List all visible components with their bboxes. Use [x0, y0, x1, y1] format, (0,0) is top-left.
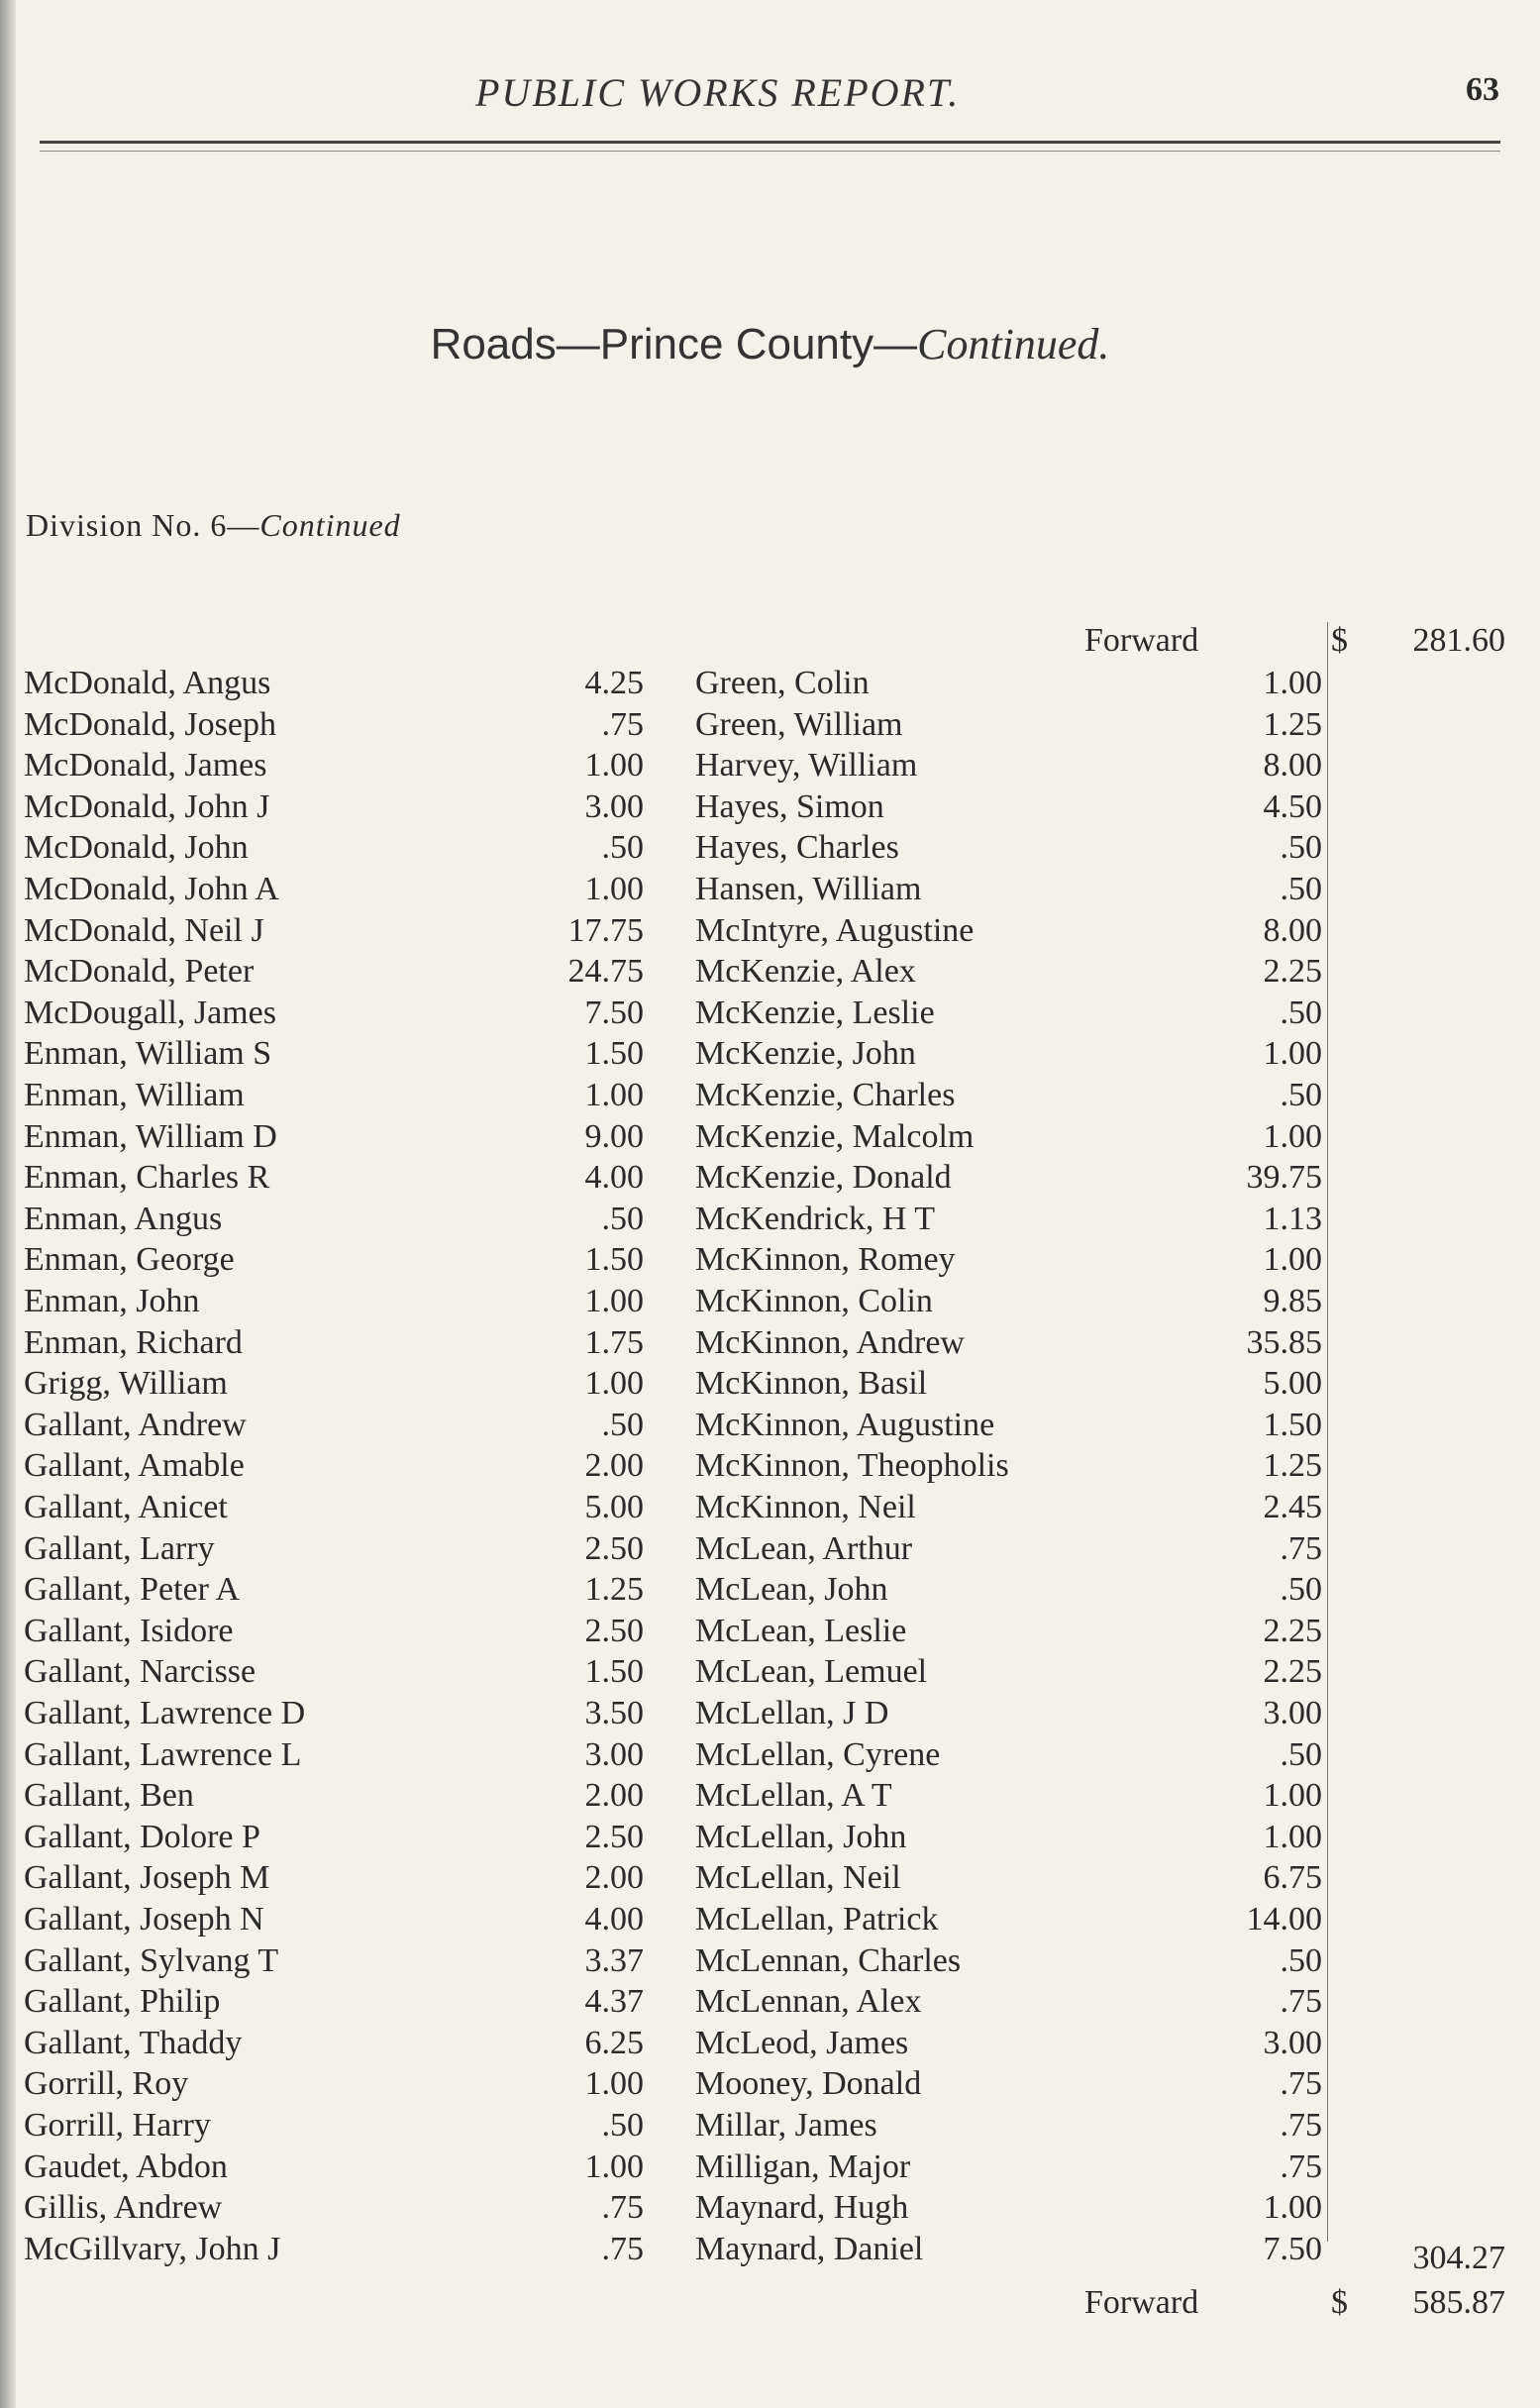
entry-name: Gallant, Amable — [24, 1447, 245, 1484]
entry-name: Enman, Richard — [24, 1324, 243, 1361]
entry-amount: 2.00 — [584, 1859, 644, 1896]
entry-amount: .50 — [601, 1201, 644, 1237]
entry-amount: .50 — [1280, 1571, 1322, 1608]
entry-name: Gorrill, Roy — [24, 2065, 189, 2102]
entry-name: McDonald, James — [24, 747, 267, 784]
entry-amount: .75 — [1280, 1983, 1322, 2020]
entry-name: Grigg, William — [24, 1365, 228, 1402]
entry-amount: 2.50 — [584, 1613, 644, 1649]
entry-name: Gallant, Lawrence L — [24, 1736, 302, 1773]
entry-name: McLellan, John — [695, 1819, 907, 1855]
entry-amount: 2.00 — [584, 1777, 644, 1814]
entry-amount: 1.00 — [584, 2065, 644, 2102]
entry-amount: .75 — [601, 706, 644, 743]
entry-amount: 9.00 — [584, 1118, 644, 1155]
entry-name: McDougall, James — [24, 995, 276, 1031]
entry-name: McDonald, Joseph — [24, 706, 276, 743]
entry-amount: 8.00 — [1263, 747, 1322, 784]
division-continued: Continued — [259, 507, 401, 543]
entry-name: Green, William — [695, 706, 903, 743]
section-title-main: Roads—Prince County— — [430, 320, 918, 368]
entry-name: Mooney, Donald — [695, 2065, 922, 2102]
entry-amount: 1.00 — [1263, 1777, 1322, 1814]
entry-amount: .75 — [601, 2231, 644, 2267]
entry-name: McLellan, J D — [695, 1695, 889, 1731]
entry-name: Gallant, Andrew — [24, 1407, 247, 1443]
entry-name: Enman, Charles R — [24, 1159, 270, 1196]
section-title — [0, 319, 1540, 369]
entry-name: Enman, William D — [24, 1118, 277, 1155]
forward-bottom-label: Forward — [1084, 2284, 1199, 2321]
entry-name: Gorrill, Harry — [24, 2107, 211, 2144]
entry-amount: 1.00 — [584, 2148, 644, 2185]
entry-name: Gallant, Peter A — [24, 1571, 241, 1608]
entry-amount: 1.00 — [584, 1283, 644, 1319]
entry-amount: 1.50 — [584, 1241, 644, 1278]
entry-name: Gallant, Dolore P — [24, 1819, 260, 1855]
entry-amount: 2.50 — [584, 1530, 644, 1567]
entry-name: Gallant, Sylvang T — [24, 1942, 279, 1979]
entry-name: Gallant, Anicet — [24, 1489, 228, 1525]
entry-amount: 1.00 — [1263, 1035, 1322, 1072]
entry-name: McKinnon, Neil — [695, 1489, 916, 1525]
entry-name: Maynard, Hugh — [695, 2189, 909, 2226]
entry-name: Enman, Angus — [24, 1201, 223, 1237]
entry-name: McLean, John — [695, 1571, 888, 1608]
entry-name: McLean, Lemuel — [695, 1653, 928, 1690]
entry-amount: 14.00 — [1246, 1901, 1322, 1937]
entry-name: McLeod, James — [695, 2025, 909, 2061]
entry-amount: 1.13 — [1263, 1201, 1322, 1237]
division-heading — [26, 507, 401, 544]
page-number: 63 — [1466, 71, 1499, 108]
entry-amount: 4.00 — [584, 1159, 644, 1196]
entry-name: Hayes, Charles — [695, 829, 899, 866]
entry-amount: .50 — [1280, 829, 1322, 866]
entry-name: Gallant, Joseph M — [24, 1859, 270, 1896]
entry-amount: .75 — [1280, 2107, 1322, 2144]
entry-name: McKendrick, H T — [695, 1201, 936, 1237]
entry-amount: 1.00 — [1263, 1241, 1322, 1278]
subtotal-amount: 304.27 — [1412, 2240, 1505, 2276]
entry-amount: 6.25 — [584, 2025, 644, 2061]
entry-amount: 2.25 — [1263, 1613, 1322, 1649]
entry-name: Gallant, Isidore — [24, 1613, 234, 1649]
entry-amount: 4.37 — [584, 1983, 644, 2020]
entry-name: Hansen, William — [695, 871, 922, 907]
entry-amount: 3.00 — [1263, 1695, 1322, 1731]
entry-amount: 1.00 — [1263, 2189, 1322, 2226]
entry-amount: 4.00 — [584, 1901, 644, 1937]
entry-name: Enman, John — [24, 1283, 200, 1319]
entry-name: McKenzie, Leslie — [695, 995, 935, 1031]
entry-amount: .75 — [601, 2189, 644, 2226]
entry-name: McKenzie, John — [695, 1035, 916, 1072]
entry-amount: .50 — [1280, 1942, 1322, 1979]
entry-amount: .50 — [1280, 1736, 1322, 1773]
entry-amount: 1.50 — [1263, 1407, 1322, 1443]
entry-name: Gallant, Thaddy — [24, 2025, 243, 2061]
entry-name: Green, Colin — [695, 665, 870, 701]
entry-amount: 5.00 — [1263, 1365, 1322, 1402]
entry-amount: 3.37 — [584, 1942, 644, 1979]
entry-amount: .75 — [1280, 1530, 1322, 1567]
entry-amount: 2.25 — [1263, 1653, 1322, 1690]
entry-name: Gallant, Joseph N — [24, 1901, 264, 1937]
entry-name: McKenzie, Donald — [695, 1159, 952, 1196]
entry-amount: 2.00 — [584, 1447, 644, 1484]
entry-name: McKenzie, Malcolm — [695, 1118, 975, 1155]
entry-name: McKinnon, Colin — [695, 1283, 933, 1319]
entry-name: Millar, James — [695, 2107, 877, 2144]
entry-amount: 7.50 — [584, 995, 644, 1031]
entry-name: Enman, William S — [24, 1035, 272, 1072]
entry-amount: 5.00 — [584, 1489, 644, 1525]
entry-amount: 1.00 — [584, 1077, 644, 1113]
entry-name: McLellan, Patrick — [695, 1901, 939, 1937]
forward-top-currency: $ — [1331, 622, 1348, 659]
entry-name: Enman, George — [24, 1241, 235, 1278]
entry-name: Milligan, Major — [695, 2148, 911, 2185]
section-title-continued: Continued. — [917, 320, 1110, 368]
header-rule-thin — [40, 151, 1500, 152]
entry-name: McGillvary, John J — [24, 2231, 281, 2267]
entry-name: Maynard, Daniel — [695, 2231, 924, 2267]
entry-name: Hayes, Simon — [695, 788, 884, 825]
entry-name: McKinnon, Augustine — [695, 1407, 995, 1443]
division-label: Division No. 6— — [26, 507, 260, 543]
entry-amount: 1.00 — [1263, 1819, 1322, 1855]
entry-amount: 3.00 — [584, 1736, 644, 1773]
entry-name: McIntyre, Augustine — [695, 912, 975, 949]
entry-amount: 3.00 — [584, 788, 644, 825]
entry-amount: .75 — [1280, 2148, 1322, 2185]
entry-amount: .50 — [1280, 995, 1322, 1031]
entry-name: McLennan, Charles — [695, 1942, 962, 1979]
entry-name: Gaudet, Abdon — [24, 2148, 228, 2185]
entry-amount: 1.00 — [584, 1365, 644, 1402]
entry-amount: 2.25 — [1263, 953, 1322, 990]
entry-amount: 35.85 — [1246, 1324, 1322, 1361]
entry-name: Gallant, Narcisse — [24, 1653, 257, 1690]
entry-amount: 7.50 — [1263, 2231, 1322, 2267]
entry-amount: 1.00 — [584, 747, 644, 784]
entry-amount: .75 — [1280, 2065, 1322, 2102]
running-header: PUBLIC WORKS REPORT. — [475, 70, 961, 115]
entry-name: McLean, Leslie — [695, 1613, 907, 1649]
entry-amount: 1.75 — [584, 1324, 644, 1361]
forward-top-amount: 281.60 — [1412, 622, 1505, 659]
entry-name: Gallant, Larry — [24, 1530, 215, 1567]
entry-name: McKinnon, Andrew — [695, 1324, 965, 1361]
entry-name: McKenzie, Alex — [695, 953, 916, 990]
entry-amount: 1.50 — [584, 1035, 644, 1072]
forward-bottom-amount: 585.87 — [1412, 2284, 1505, 2321]
entry-name: McKinnon, Romey — [695, 1241, 956, 1278]
entry-amount: .50 — [601, 1407, 644, 1443]
entry-name: McKinnon, Theopholis — [695, 1447, 1009, 1484]
entry-amount: 3.50 — [584, 1695, 644, 1731]
entry-amount: 1.00 — [1263, 1118, 1322, 1155]
entry-name: McDonald, Angus — [24, 665, 271, 701]
entry-amount: 8.00 — [1263, 912, 1322, 949]
entry-amount: .50 — [601, 829, 644, 866]
entry-amount: 17.75 — [567, 912, 644, 949]
entry-amount: 1.25 — [1263, 1447, 1322, 1484]
entry-name: Gallant, Lawrence D — [24, 1695, 306, 1731]
entry-name: McDonald, Peter — [24, 953, 255, 990]
forward-top-label: Forward — [1084, 622, 1199, 659]
entry-amount: 1.25 — [584, 1571, 644, 1608]
entry-name: McDonald, John — [24, 829, 249, 866]
entry-name: McKenzie, Charles — [695, 1077, 956, 1113]
amount-column-rule — [1327, 622, 1328, 2242]
entry-amount: 4.50 — [1263, 788, 1322, 825]
entry-amount: .50 — [601, 2107, 644, 2144]
entry-name: McLellan, A T — [695, 1777, 892, 1814]
entry-amount: .50 — [1280, 1077, 1322, 1113]
entry-name: McLennan, Alex — [695, 1983, 922, 2020]
header-rule — [40, 141, 1500, 144]
forward-bottom-currency: $ — [1331, 2284, 1348, 2321]
entry-name: McLean, Arthur — [695, 1530, 913, 1567]
entry-name: Gallant, Philip — [24, 1983, 221, 2020]
entry-amount: 1.00 — [584, 871, 644, 907]
entry-name: Enman, William — [24, 1077, 245, 1113]
entry-name: McLellan, Neil — [695, 1859, 901, 1896]
entry-amount: .50 — [1280, 871, 1322, 907]
entry-amount: 3.00 — [1263, 2025, 1322, 2061]
entry-amount: 2.45 — [1263, 1489, 1322, 1525]
entry-name: McLellan, Cyrene — [695, 1736, 941, 1773]
entry-amount: 24.75 — [567, 953, 644, 990]
entry-amount: 1.25 — [1263, 706, 1322, 743]
entry-amount: 1.00 — [1263, 665, 1322, 701]
entry-amount: 2.50 — [584, 1819, 644, 1855]
entry-amount: 1.50 — [584, 1653, 644, 1690]
entry-amount: 39.75 — [1246, 1159, 1322, 1196]
entry-name: Gallant, Ben — [24, 1777, 194, 1814]
entry-name: McDonald, John A — [24, 871, 279, 907]
entry-amount: 4.25 — [584, 665, 644, 701]
entry-amount: 6.75 — [1263, 1859, 1322, 1896]
entry-name: McDonald, John J — [24, 788, 270, 825]
entry-name: McKinnon, Basil — [695, 1365, 928, 1402]
entry-name: Gillis, Andrew — [24, 2189, 223, 2226]
entry-name: McDonald, Neil J — [24, 912, 264, 949]
entry-name: Harvey, William — [695, 747, 918, 784]
entry-amount: 9.85 — [1263, 1283, 1322, 1319]
